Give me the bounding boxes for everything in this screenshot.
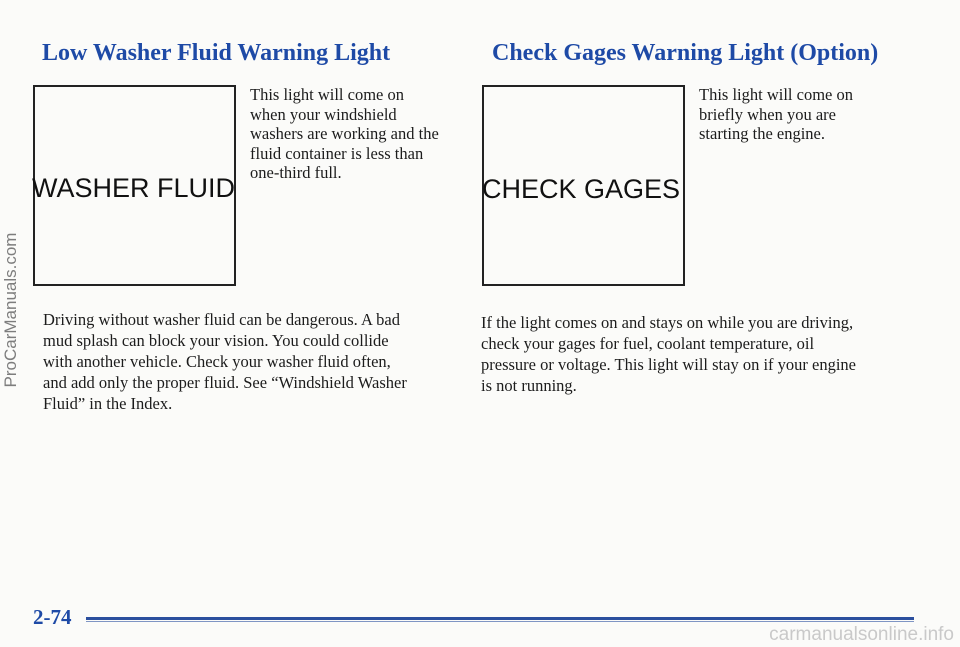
washer-fluid-indicator <box>33 85 236 286</box>
footer-rule-thin <box>86 621 914 622</box>
text-line: briefly when you are <box>699 104 836 124</box>
text-line: mud splash can block your vision. You could collide <box>43 331 389 350</box>
indicator-label: WASHER FLUID <box>32 173 236 203</box>
text-line: is not running. <box>481 376 577 395</box>
text-line: and add only the proper fluid. See “Windshield Washer <box>43 373 407 392</box>
bottom-watermark: carmanualsonline.info <box>769 624 954 645</box>
washer-fluid-description <box>250 85 439 183</box>
text-line: one-third full. <box>250 163 342 182</box>
text-line: This light will come on <box>250 85 404 104</box>
text-line: If the light comes on and stays on while you are driving, <box>481 313 854 332</box>
text-line: Driving without washer fluid can be dangerous. A bad <box>43 310 400 329</box>
text-line: when your windshield <box>250 104 397 124</box>
watermark-text: ProCarManuals.com <box>1 232 20 388</box>
text-line: Fluid” in the Index. <box>43 394 173 413</box>
text-line: with another vehicle. Check your washer fluid often, <box>43 352 391 371</box>
text-line: washers are working and the <box>250 124 439 143</box>
text-line: fluid container is less than <box>250 143 424 163</box>
check-gages-paragraph <box>481 312 856 396</box>
page-number: 2-74 <box>33 605 72 629</box>
footer-rule <box>86 617 914 620</box>
check-gages-indicator <box>482 85 685 286</box>
text-line: starting the engine. <box>699 124 826 143</box>
washer-fluid-warning-paragraph <box>43 309 407 414</box>
side-watermark <box>0 160 22 460</box>
text-line: pressure or voltage. This light will stay on if your engine <box>481 355 857 374</box>
check-gages-description <box>699 85 853 144</box>
indicator-label: CHECK GAGES <box>482 174 681 204</box>
section-heading-washer-fluid: Low Washer Fluid Warning Light <box>42 40 391 66</box>
section-heading-check-gages: Check Gages Warning Light (Option) <box>492 40 879 66</box>
text-line: check your gages for fuel, coolant temperature, oil <box>481 334 815 353</box>
text-line: This light will come on <box>699 85 853 104</box>
